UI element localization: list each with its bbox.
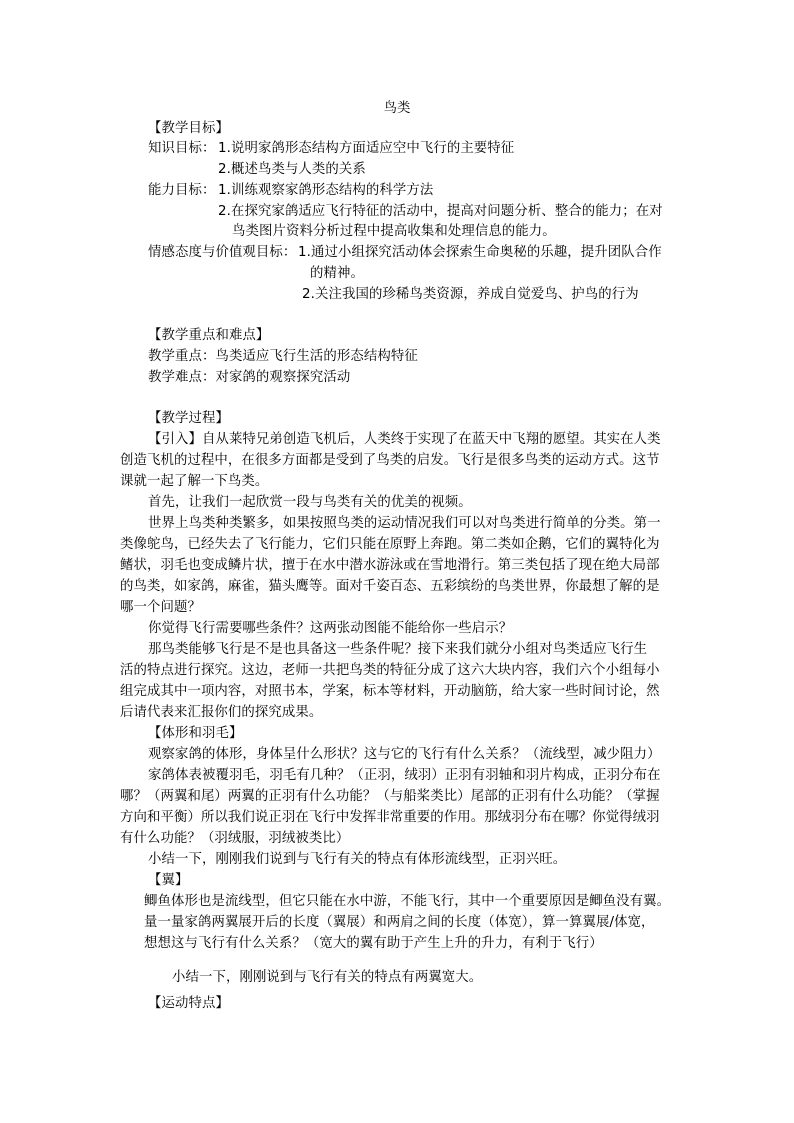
ability-goal-label: 能力目标： [148, 183, 216, 198]
paragraph-world-line: 哪一个问题？ [120, 600, 201, 615]
wing-line: 量一量家鸽两翼展开后的长度（翼展）和两肩之间的长度（体宽），算一算翼展/体宽， [144, 915, 655, 930]
goals-heading: 【教学目标】 [148, 121, 229, 136]
key-focus: 教学重点：鸟类适应飞行生活的形态结构特征 [148, 349, 418, 364]
key-difficulty: 教学难点：对家鸽的观察探究活动 [148, 370, 351, 385]
ability-goal-item: 2.在探究家鸽适应飞行特征的活动中，提高对问题分析、整合的能力；在对 [218, 204, 663, 219]
intro-line: 课就一起了解一下鸟类。 [120, 474, 269, 489]
paragraph-world-line: 鳍状，羽毛也变成鳞片状，擅于在水中潜水游泳或在雪地滑行。第三类包括了现在绝大局部 [120, 558, 660, 573]
motion-heading: 【运动特点】 [148, 996, 229, 1011]
paragraph-explore-line: 活的特点进行探究。这边，老师一共把鸟类的特征分成了这六大块内容，我们六个小组每小 [120, 663, 660, 678]
knowledge-goal-item: 2.概述鸟类与人类的关系 [218, 162, 366, 177]
paragraph-world-line: 类像鸵鸟，已经失去了飞行能力，它们只能在原野上奔跑。第二类如企鹅，它们的翼特化为 [120, 537, 660, 552]
paragraph-explore-line: 组完成其中一项内容，对照书本，学案，标本等材料，开动脑筋，给大家一些时间讨论，然 [120, 684, 660, 699]
knowledge-goal-label: 知识目标： [148, 141, 216, 156]
feather-body-line: 方向和平衡）所以我们说正羽在飞行中发挥非常重要的作用。那绒羽分布在哪？你觉得绒羽 [120, 810, 660, 825]
process-heading: 【教学过程】 [148, 411, 229, 426]
ability-goal-item: 鸟类图片资料分析过程中提高收集和处理信息的能力。 [232, 224, 556, 239]
keypoints-heading: 【教学重点和难点】 [148, 328, 270, 343]
emotion-goal-item: 2.关注我国的珍稀鸟类资源，养成自觉爱鸟、护鸟的行为 [302, 287, 639, 302]
paragraph-world-line: 世界上鸟类种类繁多，如果按照鸟类的运动情况我们可以对鸟类进行简单的分类。第一 [148, 516, 661, 531]
wing-line: 想想这与飞行有什么关系？（宽大的翼有助于产生上升的升力，有利于飞行） [144, 936, 603, 951]
paragraph-explore-line: 后请代表来汇报你们的探究成果。 [120, 705, 323, 720]
feather-body-line: 有什么功能？（羽绒服，羽绒被类比） [120, 831, 350, 846]
feather-body-line: 哪？（两翼和尾）两翼的正羽有什么功能？（与船桨类比）尾部的正羽有什么功能？（掌握 [120, 789, 660, 804]
wing-line: 鲫鱼体形也是流线型，但它只能在水中游，不能飞行，其中一个重要原因是鲫鱼没有翼。 [144, 894, 671, 909]
paragraph-first: 首先，让我们一起欣赏一段与鸟类有关的优美的视频。 [148, 495, 472, 510]
intro-line: 【引入】自从莱特兄弟创造飞机后，人类终于实现了在蓝天中飞翔的愿望。其实在人类 [148, 432, 661, 447]
knowledge-goal-item: 1.说明家鸽形态结构方面适应空中飞行的主要特征 [218, 141, 515, 156]
intro-line: 创造飞机的过程中，在很多方面都是受到了鸟类的启发。飞行是很多鸟类的运动方式。这节 [120, 453, 660, 468]
emotion-goal-label: 情感态度与价值观目标： [148, 245, 297, 260]
paragraph-conditions: 你觉得飞行需要哪些条件？这两张动图能不能给你一些启示？ [148, 621, 513, 636]
feather-body-line: 家鸽体表被覆羽毛，羽毛有几种？（正羽，绒羽）正羽有羽轴和羽片构成，正羽分布在 [148, 768, 661, 783]
paragraph-explore-line: 那鸟类能够飞行是不是也具备这一些条件呢？接下来我们就分小组对鸟类适应飞行生 [148, 642, 648, 657]
ability-goal-item: 1.训练观察家鸽形态结构的科学方法 [218, 183, 434, 198]
wing-heading: 【翼】 [148, 873, 189, 888]
wing-summary: 小结一下，刚刚说到与飞行有关的特点有两翼宽大。 [172, 970, 483, 985]
paragraph-world-line: 的鸟类，如家鸽，麻雀，猫头鹰等。面对千姿百态、五彩缤纷的鸟类世界，你最想了解的是 [120, 579, 660, 594]
emotion-goal-item: 的精神。 [310, 266, 364, 281]
feather-summary: 小结一下，刚刚我们说到与飞行有关的特点有体形流线型，正羽兴旺。 [148, 852, 567, 867]
feather-heading: 【体形和羽毛】 [148, 726, 243, 741]
feather-observe: 观察家鸽的体形，身体呈什么形状？这与它的飞行有什么关系？（流线型，减少阻力） [148, 747, 661, 762]
document-title: 鸟类 [383, 101, 411, 116]
emotion-goal-item: 1.通过小组探究活动体会探索生命奥秘的乐趣，提升团队合作 [298, 245, 662, 260]
